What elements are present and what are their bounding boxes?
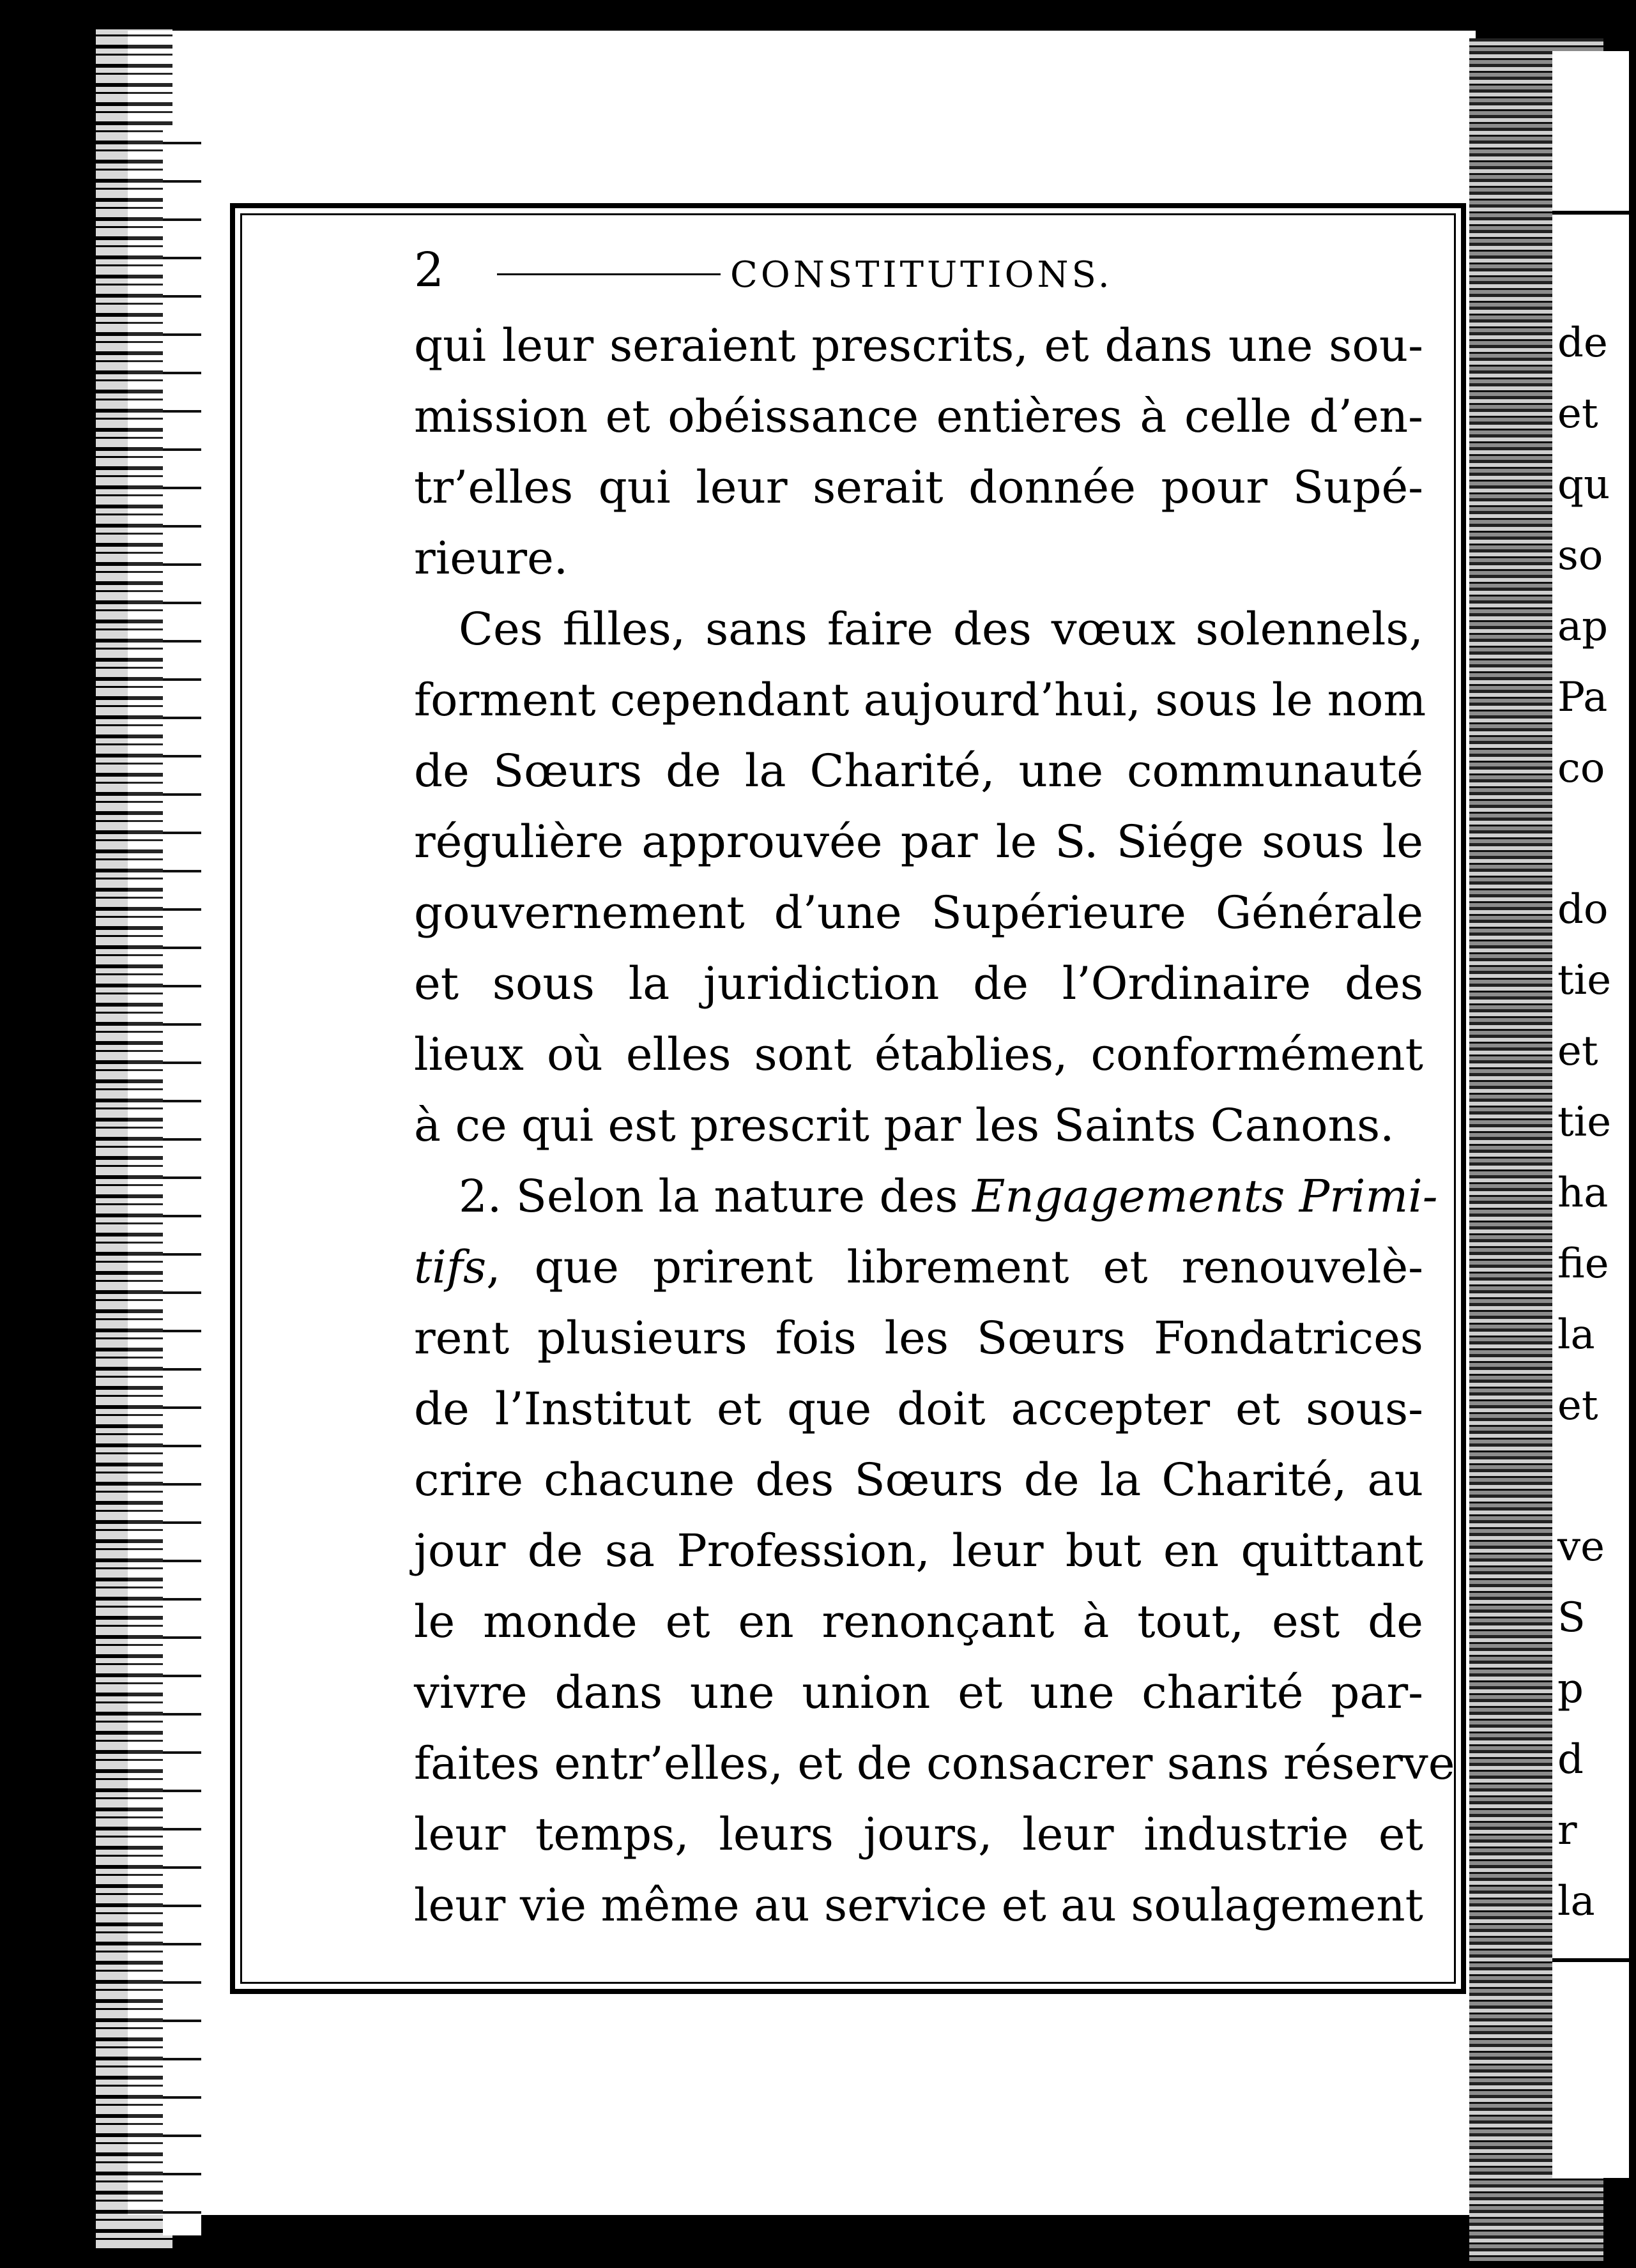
text-line: gouvernement d’une Supérieure Générale xyxy=(414,887,1423,939)
adjacent-page xyxy=(1552,51,1629,2178)
page-header xyxy=(414,243,1449,307)
page-number: 2 xyxy=(414,243,445,298)
text-line: le monde et en renonçant à tout, est de xyxy=(414,1595,1423,1648)
line-part: , que prirent librement et renouvelè- xyxy=(486,1241,1423,1293)
adjacent-fragment: tie xyxy=(1557,957,1612,1004)
adjacent-fragment: de xyxy=(1557,319,1608,367)
italic-term: Engagements Primi- xyxy=(972,1170,1438,1222)
adjacent-fragment: ve xyxy=(1557,1523,1605,1571)
text-line: qui leur seraient prescrits, et dans une sou- xyxy=(414,319,1423,372)
text-line: de l’Institut et que doit accepter et sous- xyxy=(414,1383,1423,1435)
text-line: leur temps, leurs jours, leur industrie et xyxy=(414,1808,1423,1861)
text-line: rieure. xyxy=(414,532,569,584)
adjacent-fragment: do xyxy=(1557,886,1609,933)
italic-term: tifs xyxy=(414,1241,487,1293)
line-part: 2. Selon la nature des xyxy=(459,1170,972,1222)
binding-edge-inner xyxy=(163,128,201,2235)
adjacent-fragment: so xyxy=(1557,532,1603,579)
text-line: crire chacune des Sœurs de la Charité, au xyxy=(414,1454,1423,1506)
running-title: CONSTITUTIONS. xyxy=(730,254,1113,296)
adjacent-fragment: d xyxy=(1557,1736,1584,1783)
text-line: leur vie même au service et au soulagement xyxy=(414,1879,1423,1931)
adjacent-fragment: ap xyxy=(1557,603,1609,650)
adjacent-fragment: et xyxy=(1557,1028,1598,1075)
adjacent-fragment: Pa xyxy=(1557,674,1608,721)
binding-edge xyxy=(96,26,172,2248)
adjacent-fragment: la xyxy=(1557,1311,1595,1359)
text-line: régulière approuvée par le S. Siége sous le xyxy=(414,816,1423,868)
header-rule xyxy=(497,273,721,275)
text-line: forment cependant aujourd’hui, sous le nom xyxy=(414,674,1426,726)
adjacent-fragment: fie xyxy=(1557,1240,1609,1288)
text-line: de Sœurs de la Charité, une communauté xyxy=(414,745,1423,797)
adjacent-fragment: ha xyxy=(1557,1169,1609,1217)
adjacent-fragment: la xyxy=(1557,1878,1595,1925)
text-line: tr’elles qui leur serait donnée pour Supé- xyxy=(414,461,1423,514)
text-line: faites entr’elles, et de consacrer sans réserve xyxy=(414,1737,1455,1790)
body-text xyxy=(414,310,1455,1941)
adjacent-fragment: co xyxy=(1557,745,1605,792)
text-line: Ces filles, sans faire des vœux solennels, xyxy=(459,603,1423,655)
adjacent-fragment: S xyxy=(1557,1594,1586,1641)
adjacent-fragment: p xyxy=(1557,1665,1584,1712)
adjacent-fragment: r xyxy=(1557,1807,1577,1854)
adjacent-fragment: et xyxy=(1557,390,1598,438)
text-line xyxy=(414,1232,1423,1303)
text-line: lieux où elles sont établies, conformément xyxy=(414,1028,1423,1081)
text-line: vivre dans une union et une charité par- xyxy=(414,1666,1423,1719)
adjacent-fragment: et xyxy=(1557,1382,1598,1429)
text-line: et sous la juridiction de l’Ordinaire des xyxy=(414,957,1423,1010)
text-line: mission et obéissance entières à celle d’en- xyxy=(414,390,1423,443)
text-line: jour de sa Profession, leur but en quittant xyxy=(414,1525,1423,1577)
text-line: à ce qui est prescrit par les Saints Canons. xyxy=(414,1099,1395,1152)
adjacent-fragment: qu xyxy=(1557,461,1610,508)
text-line: rent plusieurs fois les Sœurs Fondatrices xyxy=(414,1312,1423,1364)
text-line xyxy=(414,1161,1438,1232)
adjacent-fragment: tie xyxy=(1557,1099,1612,1146)
